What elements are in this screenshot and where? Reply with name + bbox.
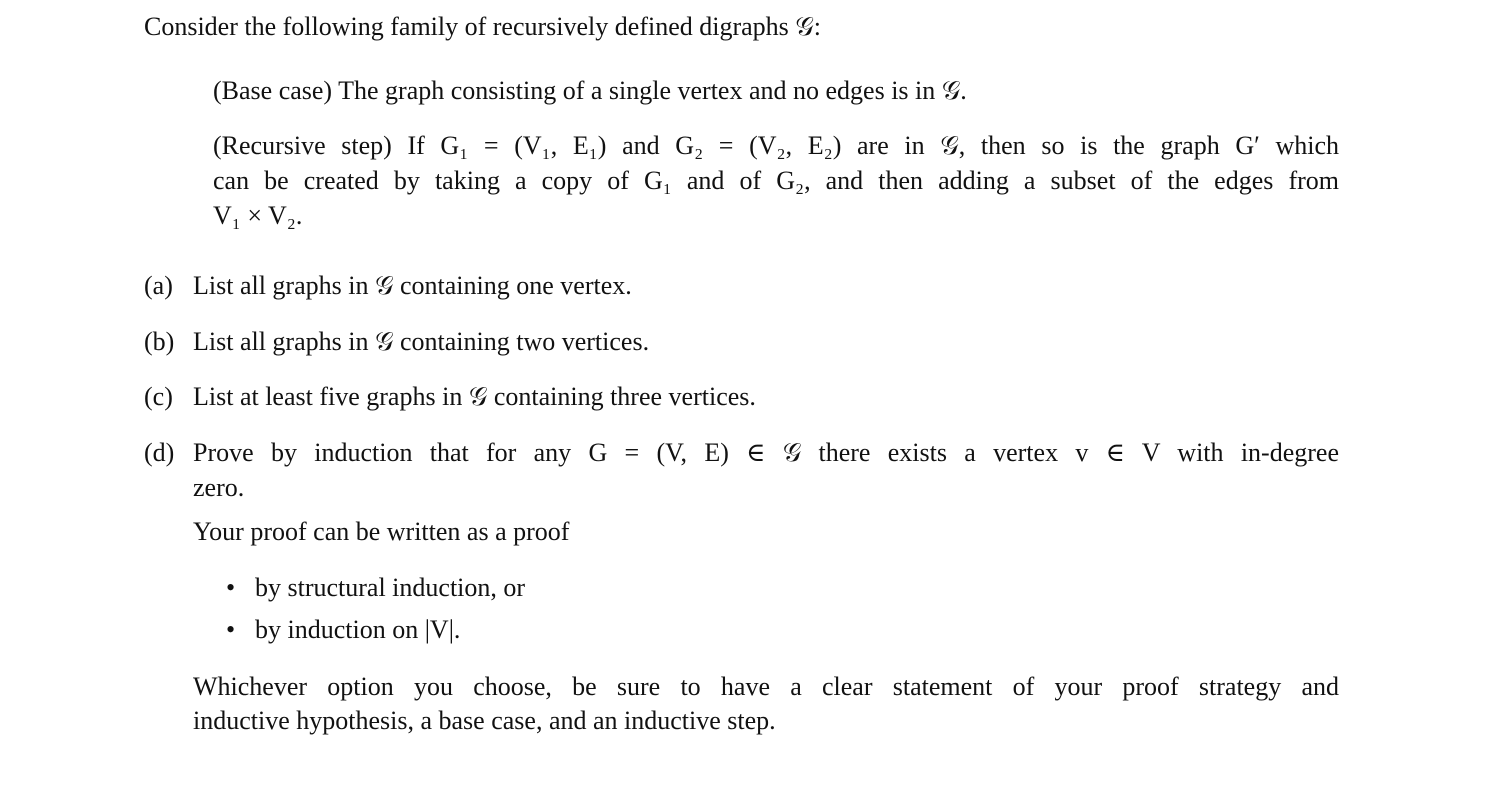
part-b-label: (b)	[144, 327, 175, 356]
part-a-label: (a)	[144, 271, 173, 300]
part-c-label: (c)	[144, 382, 173, 411]
recursive-step-line-3: V₁ × V₂.	[213, 201, 303, 230]
recursive-step-line-1: (Recursive step) If G₁ = (V₁, E₁) and G₂ = (V₂, E₂) are in 𝒢, then so is the graph G′ which	[213, 131, 1339, 160]
part-b-text: List all graphs in 𝒢 containing two vertices.	[193, 327, 650, 356]
recursive-step-line-2: can be created by taking a copy of G₁ and of G₂, and then adding a subset of the edges from	[213, 166, 1339, 195]
closing-line-1: Whichever option you choose, be sure to have a clear statement of your proof strategy and	[193, 672, 1339, 701]
intro-paragraph: Consider the following family of recursively defined digraphs 𝒢:	[144, 12, 822, 41]
part-d-line-2: zero.	[193, 473, 245, 502]
bullet-icon: •	[226, 573, 236, 602]
list-item-text: by structural induction, or	[255, 573, 526, 602]
proof-note: Your proof can be written as a proof	[193, 517, 570, 546]
part-d-label: (d)	[144, 438, 175, 467]
part-c-text: List at least five graphs in 𝒢 containing three vertices.	[193, 382, 756, 411]
list-item-text: by induction on |V|.	[255, 615, 461, 644]
closing-line-2: inductive hypothesis, a base case, and an inductive step.	[193, 706, 776, 735]
bullet-icon: •	[226, 615, 236, 644]
part-d-line-1: Prove by induction that for any G = (V, E) ∈ 𝒢 there exists a vertex v ∈ V with in-degree	[193, 438, 1339, 467]
part-a-text: List all graphs in 𝒢 containing one vertex.	[193, 271, 632, 300]
base-case-paragraph: (Base case) The graph consisting of a single vertex and no edges is in 𝒢.	[213, 76, 967, 105]
